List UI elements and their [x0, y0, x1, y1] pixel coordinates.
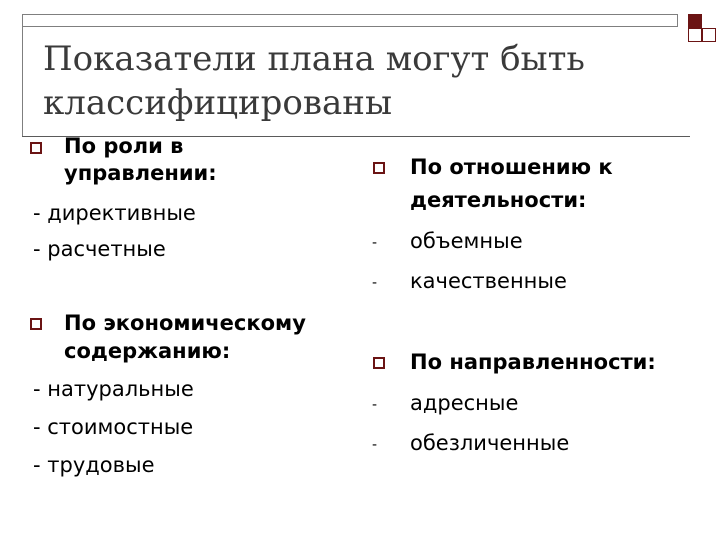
bullet-square-icon	[373, 162, 385, 174]
left-group1-item: - директивные	[33, 201, 196, 225]
decor-square-outline	[688, 28, 702, 42]
header-bar	[22, 14, 678, 27]
dash-marker: -	[372, 397, 378, 413]
left-group2-item: - трудовые	[33, 453, 155, 477]
left-group2-item: - стоимостные	[33, 415, 194, 439]
left-group2-heading-line1: По экономическому	[64, 311, 306, 335]
right-group1-item: объемные	[410, 229, 523, 253]
decor-square-filled	[688, 14, 702, 28]
dash-marker: -	[372, 437, 378, 453]
bullet-square-icon	[373, 357, 385, 369]
dash-marker: -	[372, 275, 378, 291]
right-group2-item: адресные	[410, 391, 519, 415]
right-group1-heading-line1: По отношению к	[410, 155, 613, 179]
left-group1-heading-line2: управлении:	[64, 161, 217, 185]
dash-marker: -	[372, 235, 378, 251]
slide-title: Показатели плана могут быть классифицированы	[43, 39, 585, 123]
decor-square-outline	[702, 28, 716, 42]
left-group2-heading-line2: содержанию:	[64, 339, 231, 363]
right-group2-heading: По направленности:	[410, 350, 656, 374]
right-group1-item: качественные	[410, 269, 567, 293]
right-group2-item: обезличенные	[410, 431, 570, 455]
bullet-square-icon	[30, 318, 42, 330]
left-group2-item: - натуральные	[33, 377, 194, 401]
left-group1-heading-line1: По роли в	[64, 134, 184, 158]
bullet-square-icon	[30, 142, 42, 154]
right-group1-heading-line2: деятельности:	[410, 188, 587, 212]
left-group1-item: - расчетные	[33, 237, 166, 261]
decor-vertical-line	[22, 27, 23, 137]
